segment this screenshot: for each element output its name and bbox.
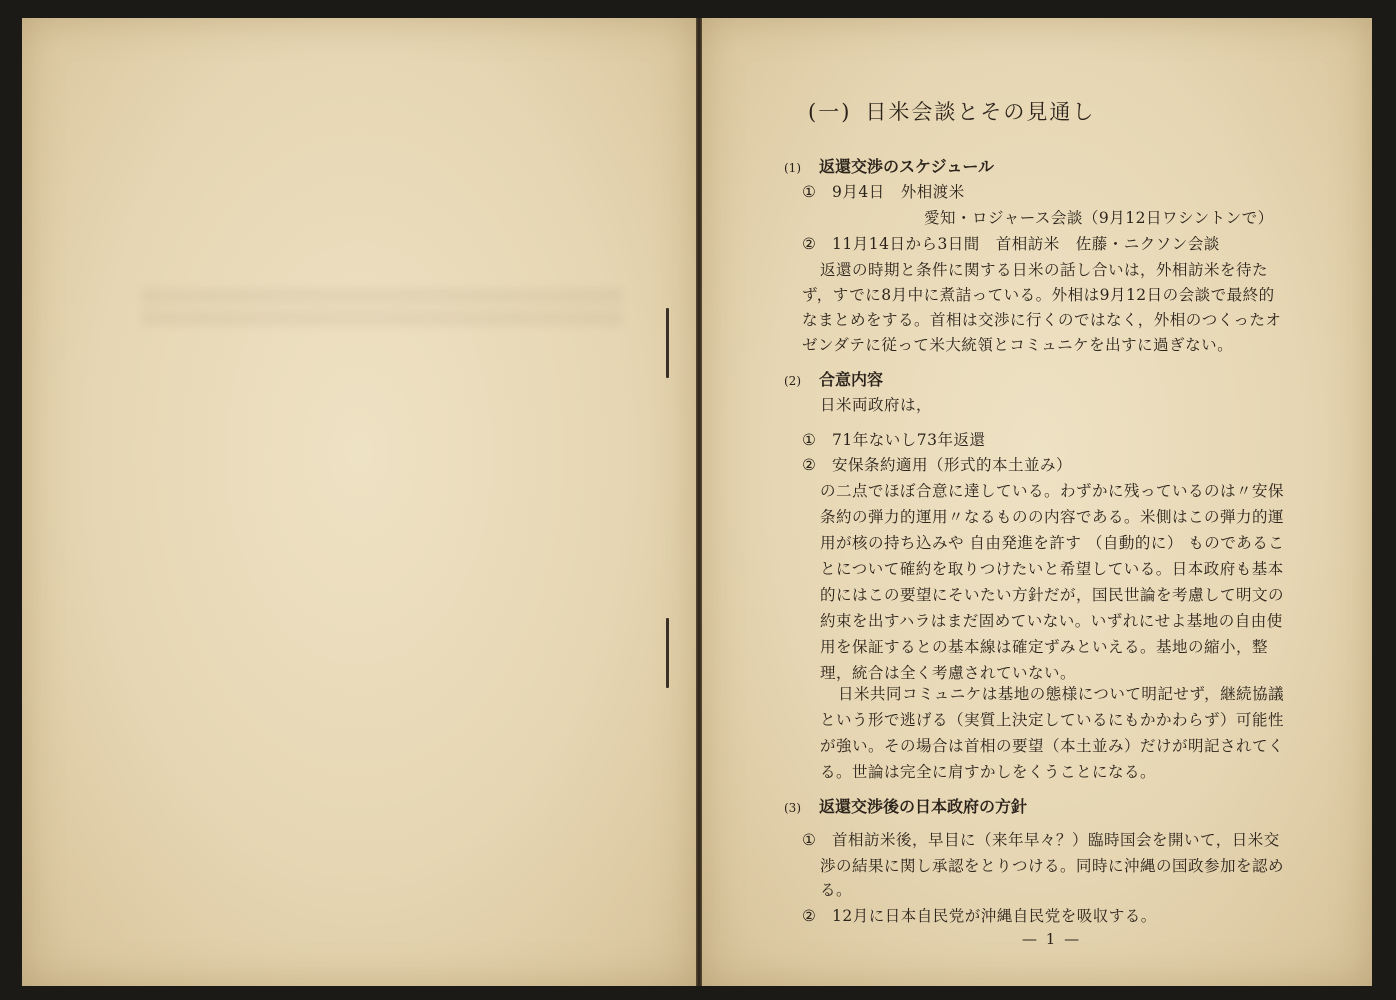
section2-marker: (2) (784, 374, 801, 388)
paragraph-line: 返還の時期と条件に関する日米の話し合いは，外相訪米を待た (820, 261, 1269, 279)
section1-item1 (802, 180, 965, 202)
item-marker: ② (802, 456, 817, 474)
show-through-text (142, 288, 622, 304)
paragraph-line: の二点でほぼ合意に達している。わずかに残っているのは〃安保 (820, 482, 1285, 500)
item-text: 12月に日本自民党が沖縄自民党を吸収する。 (832, 907, 1157, 925)
paragraph-line: る。世論は完全に肩すかしをくうことになる。 (820, 763, 1157, 781)
item-marker: ① (802, 431, 817, 449)
item-marker: ② (802, 235, 817, 253)
section2-item1 (802, 428, 985, 450)
item-text: 9月4日 外相渡米 (832, 183, 965, 201)
item-text: 安保条約適用（形式的本土並み） (832, 456, 1073, 474)
section2-heading (784, 367, 883, 390)
item-marker: ① (802, 183, 817, 201)
section3-item1 (802, 828, 1280, 850)
paragraph-line: 日米共同コミュニケは基地の態様について明記せず，継続協議 (838, 685, 1285, 703)
page-content (702, 18, 1372, 986)
section3-heading-text: 返還交渉後の日本政府の方針 (819, 797, 1028, 816)
section3-marker: (3) (784, 801, 801, 815)
paragraph-line: る。 (820, 881, 853, 899)
paragraph-line: ず，すでに8月中に煮詰っている。外相は9月12日の会談で最終的 (802, 286, 1275, 304)
paragraph-line: なまとめをする。首相は交渉に行くのではなく，外相のつくったオ (802, 311, 1282, 329)
section2-item2 (802, 453, 1072, 475)
title-marker: (一) (808, 100, 852, 124)
item-text: 11月14日から3日間 首相訪米 佐藤・ニクソン会談 (832, 235, 1220, 253)
staple-mark (666, 618, 669, 688)
paragraph-line: が強い。その場合は首相の要望（本土並み）だけが明記されてく (820, 737, 1285, 755)
page-title (808, 96, 1095, 126)
paragraph-line: 渉の結果に関し承認をとりつける。同時に沖縄の国政参加を認め (820, 857, 1285, 875)
section2-heading-text: 合意内容 (819, 370, 884, 389)
section2-intro: 日米両政府は， (820, 396, 933, 414)
section1-marker: (1) (784, 161, 801, 175)
right-page (702, 18, 1372, 986)
paragraph-line: という形で逃げる（実質上決定しているにもかかわらず）可能性 (820, 711, 1285, 729)
section3-heading (784, 794, 1027, 817)
page-number: — 1 — (1022, 930, 1082, 948)
show-through-text (142, 310, 622, 326)
paragraph-line: 的にはこの要望にそいたい方針だが，国民世論を考慮して明文の (820, 586, 1285, 604)
paragraph-line: 用を保証するとの基本線は確定ずみといえる。基地の縮小，整 (820, 638, 1269, 656)
section3-item2 (802, 904, 1157, 926)
item-text: 首相訪米後，早目に（来年早々？）臨時国会を開いて，日米交 (832, 831, 1280, 849)
section1-heading-text: 返還交渉のスケジュール (819, 157, 995, 176)
paragraph-line: とについて確約を取りつけたいと希望している。日本政府も基本 (820, 560, 1284, 578)
paragraph-line: 用が核の持ち込みや 自由発進を許す （自動的に） ものであるこ (820, 534, 1285, 552)
item-marker: ① (802, 831, 817, 849)
staple-mark (666, 308, 669, 378)
paragraph-line: 約束を出すハラはまだ固めていない。いずれにせよ基地の自由使 (820, 612, 1283, 630)
paragraph-line: 理，統合は全く考慮されていない。 (820, 664, 1077, 682)
section1-item1-line2: 愛知・ロジャース会談（9月12日ワシントンで） (924, 209, 1274, 227)
section1-heading (784, 154, 994, 177)
paragraph-line: 条約の弾力的運用〃なるものの内容である。米側はこの弾力的運 (820, 508, 1285, 526)
left-page-blank (22, 18, 696, 986)
item-marker: ② (802, 907, 817, 925)
paragraph-line: ゼンダテに従って米大統領とコミュニケを出すに過ぎない。 (802, 336, 1234, 354)
item-text: 71年ないし73年返還 (832, 431, 986, 449)
title-text: 日米会談とその見通し (865, 100, 1096, 124)
section1-item2 (802, 232, 1220, 254)
